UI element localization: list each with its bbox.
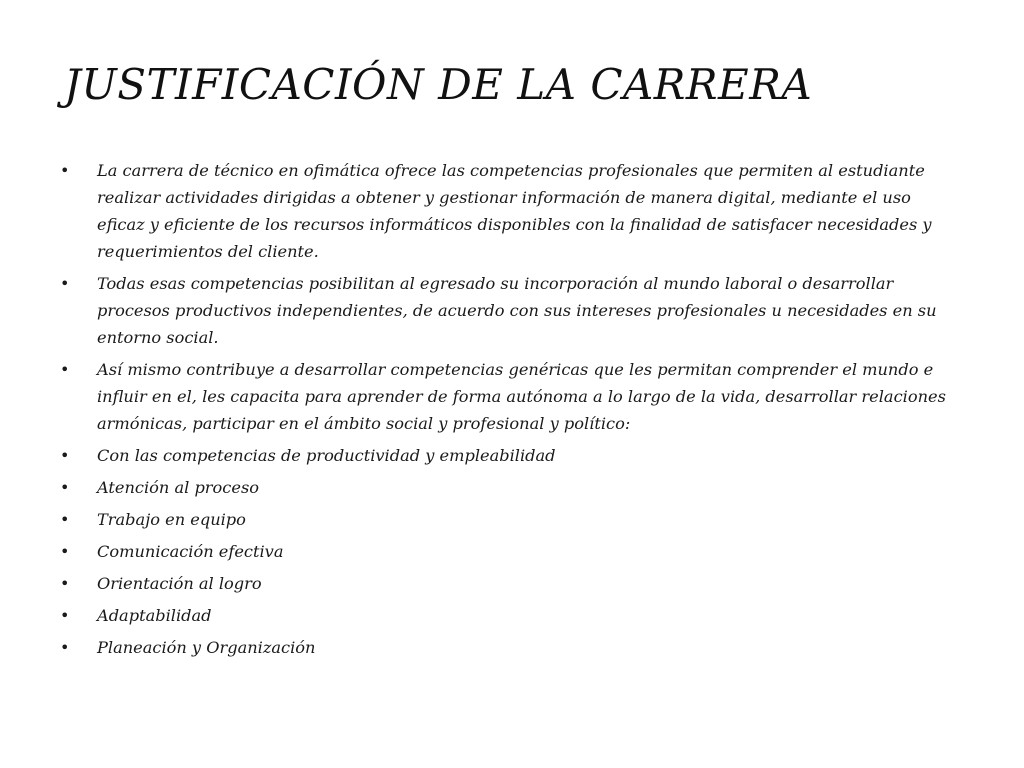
list-item-text: Comunicación efectiva <box>97 542 284 561</box>
list-item <box>60 602 955 629</box>
list-item-text: Todas esas competencias posibilitan al egresado su incorporación al mundo laboral o desarrollar procesos productivos independientes, de acuerdo con sus intereses profesionales u necesidades en su entorno social. <box>97 274 937 347</box>
list-item <box>60 442 955 469</box>
bullet-icon: • <box>60 606 70 625</box>
list-item-text: Adaptabilidad <box>97 606 212 625</box>
list-item <box>60 474 955 501</box>
list-item-text: La carrera de técnico en ofimática ofrece las competencias profesionales que permiten al estudiante realizar actividades dirigidas a obtener y gestionar información de manera digital, mediante el uso eficaz y eficiente de los recursos informáticos disponibles con la finalidad de satisfacer necesidades y requerimientos del cliente. <box>97 161 932 261</box>
bullet-icon: • <box>60 542 70 561</box>
list-item <box>60 506 955 533</box>
list-item-text: Planeación y Organización <box>97 638 316 657</box>
bullet-icon: • <box>60 478 70 497</box>
list-item-text: Orientación al logro <box>97 574 262 593</box>
list-item <box>60 538 955 565</box>
list-item <box>60 570 955 597</box>
bullet-icon: • <box>60 574 70 593</box>
list-item <box>60 270 955 351</box>
bullet-icon: • <box>60 161 70 180</box>
list-item-text: Atención al proceso <box>97 478 259 497</box>
bullet-icon: • <box>60 638 70 657</box>
list-item <box>60 634 955 661</box>
list-item <box>60 157 955 265</box>
bullet-icon: • <box>60 446 70 465</box>
bullet-icon: • <box>60 510 70 529</box>
list-item-text: Con las competencias de productividad y empleabilidad <box>97 446 556 465</box>
bullet-list <box>60 157 955 666</box>
slide-title: JUSTIFICACIÓN DE LA CARRERA <box>64 60 813 109</box>
bullet-icon: • <box>60 360 70 379</box>
bullet-icon: • <box>60 274 70 293</box>
list-item-text: Así mismo contribuye a desarrollar competencias genéricas que les permitan comprender el mundo e influir en el, les capacita para aprender de forma autónoma a lo largo de la vida, desarrollar relaciones armónicas, participar en el ámbito social y profesional y político: <box>97 360 946 433</box>
list-item-text: Trabajo en equipo <box>97 510 246 529</box>
list-item <box>60 356 955 437</box>
